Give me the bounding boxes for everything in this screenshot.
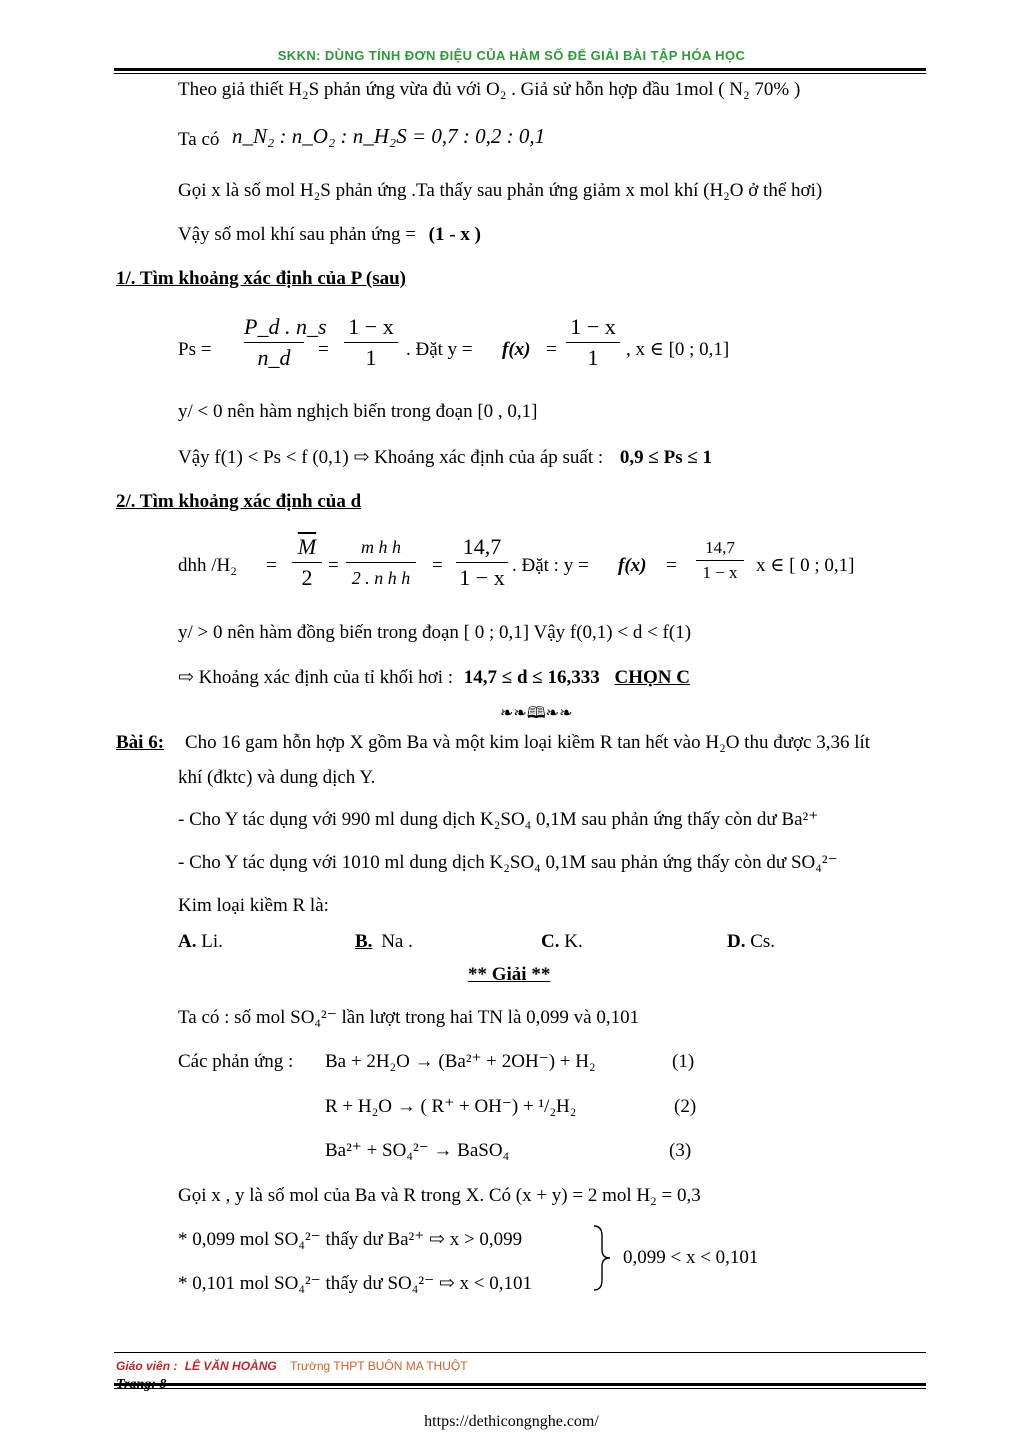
solution-line-1: Ta có : số mol SO₄²⁻ lần lượt trong hai TN là 0,099 và 0,101 [178, 1007, 640, 1028]
reaction-3-number: (3) [669, 1140, 692, 1161]
fraction-2-numerator: 1 − x [348, 314, 394, 339]
equals-sign-1: = [318, 339, 329, 360]
domain-interval-1: , x ∈ [0 ; 0,1] [626, 339, 730, 360]
page-number: Trang: 8 [116, 1377, 167, 1392]
right-brace [590, 1224, 616, 1292]
problem-6-label: Bài 6: [116, 732, 165, 753]
equals-sign-2: = [546, 339, 557, 360]
intro-line-1: Theo giả thiết H₂S phản ứng vừa đủ với O₂ . Giả sử hỗn hợp đầu 1mol ( N₂ 70% ) [178, 79, 801, 100]
brace-result: 0,099 < x < 0,101 [623, 1247, 759, 1268]
fraction-fx-definition [566, 314, 620, 371]
footer-url[interactable]: https://dethicongnghe.com/ [424, 1413, 599, 1430]
case-2: * 0,101 mol SO₄²⁻ thấy dư SO₄²⁻ ⇨ x < 0,101 [178, 1273, 532, 1294]
conclusion-1-text: Vậy f(1) < Ps < f (0,1) ⇨ Khoảng xác định của áp suất : [178, 447, 604, 468]
m-hh: m h h [361, 537, 401, 557]
footer-rule-thick [114, 1383, 926, 1386]
ps-label: Ps = [178, 339, 212, 360]
fraction-one-minus-x [344, 314, 398, 371]
reaction-3: Ba²⁺ + SO₄²⁻ → BaSO₄ [325, 1140, 510, 1161]
section-1-title: 1/. Tìm khoảng xác định của P (sau) [116, 268, 407, 289]
option-a-text: Li. [201, 931, 223, 952]
fraction-5-numerator: 14,7 [705, 538, 735, 557]
option-c [541, 930, 583, 954]
fraction-14-7-over-1-minus-x [456, 534, 508, 591]
pressure-range: 0,9 ≤ Ps ≤ 1 [619, 447, 713, 468]
header-rule-thin [114, 73, 926, 74]
footer-teacher [116, 1359, 468, 1373]
mole-ratio-equation: n_N₂ : n_O₂ : n_H₂S = 0,7 : 0,2 : 0,1 [232, 124, 546, 148]
intro-line-4 [178, 223, 481, 247]
teacher-label: Giáo viên : [116, 1359, 178, 1373]
option-a-letter: A. [178, 931, 197, 952]
fraction-2-denominator: 1 [365, 345, 377, 370]
fraction-3-numerator: 1 − x [570, 314, 616, 339]
reaction-2-number: (2) [674, 1096, 697, 1117]
density-range: 14,7 ≤ d ≤ 16,333 [463, 667, 600, 688]
intro-line-4-value: (1 - x ) [428, 224, 481, 245]
fraction-5-denominator: 1 − x [702, 563, 738, 582]
problem-6-question: Kim loại kiềm R là: [178, 895, 329, 916]
set-y-text-2: . Đặt : y = [512, 555, 589, 576]
reaction-1-number: (1) [672, 1051, 695, 1072]
fx-label-2: f(x) [618, 555, 647, 576]
derivative-statement-2: y/ > 0 nên hàm đồng biến trong đoạn [ 0 ; 0,1] Vậy f(0,1) < d < f(1) [178, 622, 692, 643]
fraction-mhh-over-2nhh [346, 534, 416, 591]
problem-6-item-2: - Cho Y tác dụng với 1010 ml dung dịch K₂SO₄ 0,1M sau phản ứng thấy còn dư SO₄²⁻ [178, 852, 838, 873]
option-b [355, 930, 413, 954]
equals-sign-4: = [328, 555, 339, 576]
option-a [178, 930, 223, 954]
fraction-1-denominator: n_d [257, 345, 291, 370]
fraction-m-bar-over-2 [292, 534, 322, 591]
equals-sign-3: = [266, 555, 277, 576]
option-c-letter: C. [541, 931, 560, 952]
school-name: Trường THPT BUÔN MA THUỘT [290, 1359, 468, 1373]
fraction-fx-definition-2 [696, 538, 744, 583]
conclusion-2 [178, 666, 690, 690]
reaction-1: Ba + 2H₂O → (Ba²⁺ + 2OH⁻) + H₂ [325, 1051, 596, 1072]
fraction-pd-ns-over-nd [244, 314, 327, 371]
solution-line-2: Gọi x , y là số mol của Ba và R trong X. Có (x + y) = 2 mol H₂ = 0,3 [178, 1185, 701, 1206]
problem-6-item-1: - Cho Y tác dụng với 990 ml dung dịch K₂SO₄ 0,1M sau phản ứng thấy còn dư Ba²⁺ [178, 809, 819, 830]
fraction-4-numerator: 14,7 [462, 534, 502, 559]
solution-title: ** Giải ** [468, 964, 551, 985]
case-1: * 0,099 mol SO₄²⁻ thấy dư Ba²⁺ ⇨ x > 0,099 [178, 1229, 523, 1250]
footer-rule-top [114, 1352, 926, 1353]
answer-choice: CHỌN C [614, 667, 690, 688]
footer-rule-thin [114, 1388, 926, 1389]
m-bar: $\overline{M}$ [297, 534, 317, 559]
header-rule-thick [114, 68, 926, 71]
option-d-text: Cs. [750, 931, 776, 952]
dhh-label: dhh /H₂ [178, 555, 237, 576]
teacher-name: LÊ VĂN HOÀNG [184, 1359, 277, 1373]
page-header-title: SKKN: DÙNG TÍNH ĐƠN ĐIỆU CỦA HÀM SỐ ĐỂ GIẢI BÀI TẬP HÓA HỌC [277, 48, 746, 63]
option-c-text: K. [564, 931, 583, 952]
two-n-hh: 2 . n h h [351, 568, 411, 588]
domain-interval-2: x ∈ [ 0 ; 0,1] [756, 555, 855, 576]
fraction-4-denominator: 1 − x [459, 565, 505, 590]
section-2-title: 2/. Tìm khoảng xác định của d [116, 491, 362, 512]
equals-sign-6: = [666, 555, 677, 576]
option-b-letter: B. [355, 931, 373, 952]
reactions-label: Các phản ứng : [178, 1051, 294, 1072]
fraction-3-denominator: 1 [587, 345, 599, 370]
option-d [727, 930, 775, 954]
reaction-2: R + H₂O → ( R⁺ + OH⁻) + ¹/₂H₂ [325, 1096, 577, 1117]
conclusion-2-text: ⇨ Khoảng xác định của tỉ khối hơi : [178, 667, 454, 688]
intro-line-2-prefix: Ta có [178, 129, 220, 150]
equals-sign-5: = [432, 555, 443, 576]
fx-label: f(x) [502, 339, 531, 360]
option-b-text: Na . [381, 931, 413, 952]
conclusion-1 [178, 446, 712, 470]
problem-6-text-1: Cho 16 gam hỗn hợp X gồm Ba và một kim loại kiềm R tan hết vào H₂O thu được 3,36 lít [185, 732, 871, 753]
ornament-divider: ❧❧🕮❧❧ [500, 705, 573, 722]
option-d-letter: D. [727, 931, 746, 952]
problem-6-text-2: khí (đktc) và dung dịch Y. [178, 767, 376, 788]
fraction-1-numerator: P_d . n_s [244, 314, 327, 339]
derivative-statement-1: y/ < 0 nên hàm nghịch biến trong đoạn [0 , 0,1] [178, 401, 538, 422]
two-denominator: 2 [301, 565, 313, 590]
set-y-text: . Đặt y = [406, 339, 473, 360]
intro-line-4-text: Vậy số mol khí sau phản ứng = [178, 224, 416, 245]
intro-line-3: Gọi x là số mol H₂S phản ứng .Ta thấy sau phản ứng giảm x mol khí (H₂O ở thể hơi) [178, 180, 823, 201]
